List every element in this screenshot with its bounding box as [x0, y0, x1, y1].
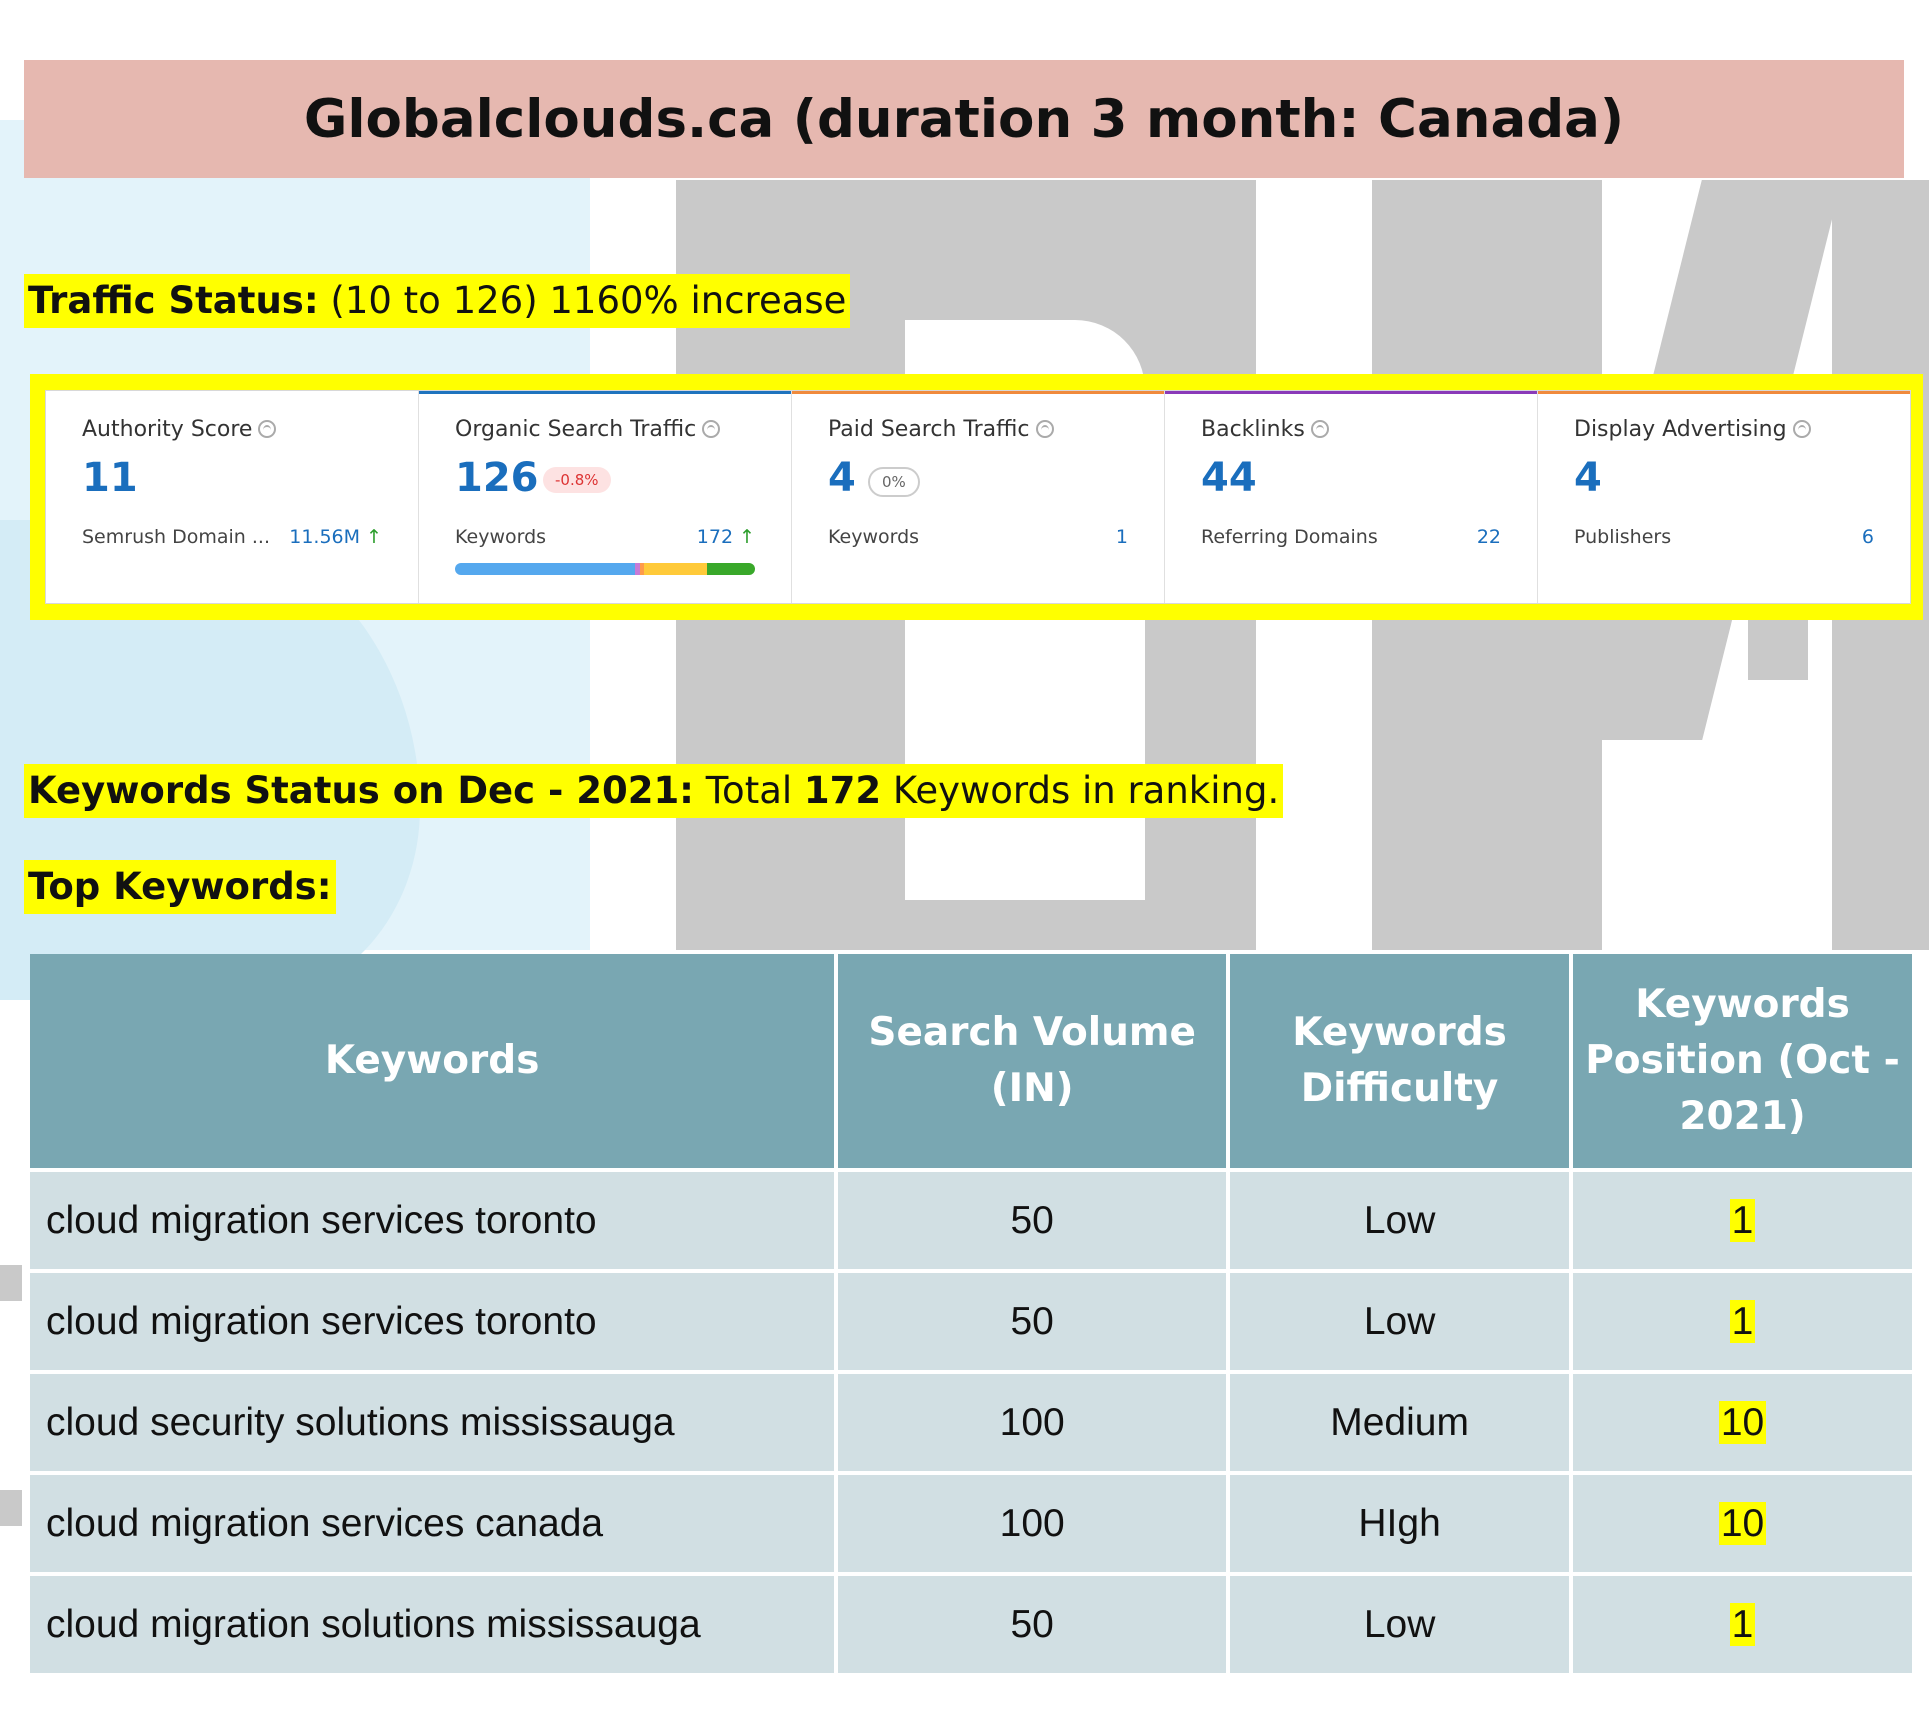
- change-badge: 0%: [868, 467, 920, 497]
- keywords-status-label: Keywords Status on Dec - 2021:: [28, 769, 694, 812]
- volume-cell: 50: [838, 1172, 1226, 1269]
- keywords-status-text-pre: Total: [693, 769, 804, 812]
- volume-cell: 100: [838, 1374, 1226, 1471]
- keywords-status-text-post: Keywords in ranking.: [881, 769, 1280, 812]
- keyword-cell: cloud security solutions mississauga: [30, 1374, 834, 1471]
- position-value: 10: [1720, 1501, 1765, 1545]
- metric-label: Backlinks: [1201, 417, 1329, 442]
- position-value: 1: [1731, 1602, 1754, 1646]
- arrow-up-icon: ↑: [739, 526, 755, 548]
- keyword-cell: cloud migration services canada: [30, 1475, 834, 1572]
- volume-cell: 50: [838, 1576, 1226, 1673]
- table-row: [30, 1374, 1912, 1471]
- difficulty-cell: Low: [1230, 1576, 1569, 1673]
- metric-label: Display Advertising: [1574, 417, 1811, 442]
- arrow-up-icon: ↑: [366, 526, 382, 548]
- volume-cell: 50: [838, 1273, 1226, 1370]
- page-title: Globalclouds.ca (duration 3 month: Canada): [303, 88, 1625, 150]
- info-icon[interactable]: [1793, 420, 1811, 438]
- keywords-count: 172: [803, 769, 882, 812]
- metric-color-bar: [1538, 391, 1910, 394]
- keywords-table: [26, 950, 1916, 1677]
- info-icon[interactable]: [258, 420, 276, 438]
- info-icon[interactable]: [702, 420, 720, 438]
- keywords-status-line: [24, 764, 1283, 818]
- metric-value[interactable]: 126: [455, 455, 539, 501]
- metric-label: Authority Score: [82, 417, 276, 442]
- metric-sub-label: Keywords: [828, 526, 920, 548]
- traffic-status-text: (10 to 126) 1160% increase: [318, 279, 847, 322]
- keyword-cell: cloud migration services toronto: [30, 1172, 834, 1269]
- column-header-difficulty: Keywords Difficulty: [1230, 954, 1569, 1168]
- position-cell: [1573, 1576, 1912, 1673]
- metric-color-bar: [419, 391, 791, 394]
- position-cell: [1573, 1172, 1912, 1269]
- column-header-search-volume: Search Volume (IN): [838, 954, 1226, 1168]
- position-cell: [1573, 1374, 1912, 1471]
- metric-sub-label: Keywords: [455, 526, 547, 548]
- metric-authority-score[interactable]: [46, 391, 419, 603]
- metric-backlinks[interactable]: [1165, 391, 1538, 603]
- info-icon[interactable]: [1036, 420, 1054, 438]
- top-keywords-label: Top Keywords:: [28, 865, 332, 908]
- keyword-cell: cloud migration solutions mississauga: [30, 1576, 834, 1673]
- position-cell: [1573, 1273, 1912, 1370]
- metric-organic-search-traffic[interactable]: [419, 391, 792, 603]
- difficulty-cell: Low: [1230, 1273, 1569, 1370]
- metric-label: Organic Search Traffic: [455, 417, 720, 442]
- table-row: [30, 1576, 1912, 1673]
- metric-sub-label: Publishers: [1574, 526, 1672, 548]
- metric-sub-value[interactable]: 22: [1476, 526, 1501, 548]
- metric-paid-search-traffic[interactable]: [792, 391, 1165, 603]
- table-header-row: [30, 954, 1912, 1168]
- volume-cell: 100: [838, 1475, 1226, 1572]
- watermark-side-mark: [0, 1265, 22, 1301]
- metric-sub-value[interactable]: 172 ↑: [696, 526, 755, 548]
- traffic-status-label: Traffic Status:: [28, 279, 319, 322]
- table-row: [30, 1172, 1912, 1269]
- difficulty-cell: HIgh: [1230, 1475, 1569, 1572]
- difficulty-cell: Medium: [1230, 1374, 1569, 1471]
- column-header-keywords: Keywords: [30, 954, 834, 1168]
- keyword-distribution-bar[interactable]: [455, 563, 755, 575]
- metric-sub-value[interactable]: 11.56M ↑: [289, 526, 382, 548]
- metrics-widget: [45, 390, 1911, 604]
- change-badge: -0.8%: [543, 467, 611, 493]
- position-value: 1: [1731, 1198, 1754, 1242]
- metric-value[interactable]: 4: [828, 455, 856, 501]
- title-banner: [24, 60, 1904, 178]
- metric-sub-value[interactable]: 1: [1115, 526, 1128, 548]
- watermark-side-mark: [0, 1490, 22, 1526]
- table-row: [30, 1475, 1912, 1572]
- metric-value[interactable]: 11: [82, 455, 138, 501]
- metric-sub-label: Referring Domains: [1201, 526, 1378, 548]
- position-value: 1: [1731, 1299, 1754, 1343]
- info-icon[interactable]: [1311, 420, 1329, 438]
- column-header-position: Keywords Position (Oct - 2021): [1573, 954, 1912, 1168]
- metric-color-bar: [792, 391, 1164, 394]
- position-value: 10: [1720, 1400, 1765, 1444]
- metric-display-advertising[interactable]: [1538, 391, 1910, 603]
- top-keywords-heading: [24, 860, 336, 914]
- metric-sub-label: Semrush Domain ...: [82, 526, 270, 548]
- traffic-status-line: [24, 274, 850, 328]
- metric-label: Paid Search Traffic: [828, 417, 1054, 442]
- bar-segment: [707, 563, 755, 575]
- metric-color-bar: [1165, 391, 1537, 394]
- metric-value[interactable]: 44: [1201, 455, 1257, 501]
- bar-segment: [644, 563, 707, 575]
- keyword-cell: cloud migration services toronto: [30, 1273, 834, 1370]
- bar-segment: [455, 563, 635, 575]
- position-cell: [1573, 1475, 1912, 1572]
- metric-value[interactable]: 4: [1574, 455, 1602, 501]
- metric-sub-value[interactable]: 6: [1861, 526, 1874, 548]
- table-row: [30, 1273, 1912, 1370]
- difficulty-cell: Low: [1230, 1172, 1569, 1269]
